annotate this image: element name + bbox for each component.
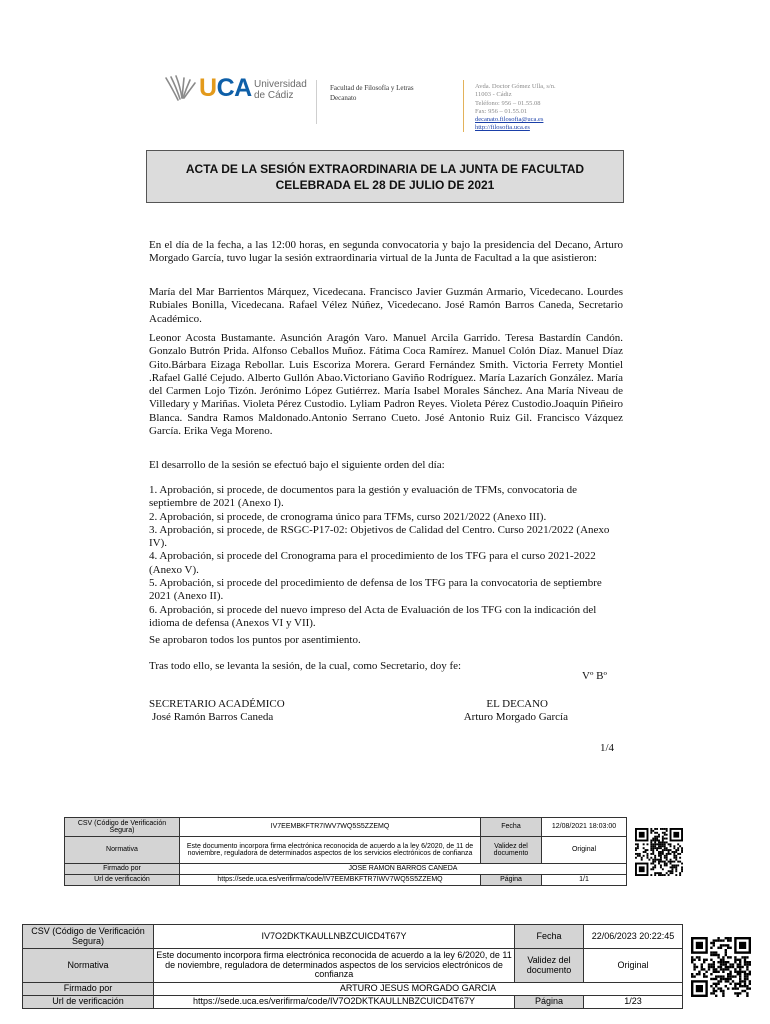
secretary-signature xyxy=(149,698,285,724)
intro-paragraph: En el día de la fecha, a las 12:00 horas, en segunda convocatoria y bajo la presidencia del Decano, Arturo Morgado García, tuvo lugar la sesión extraordinaria virtual de la Junta de Facultad a la que asistieron: xyxy=(149,239,623,265)
qr-cell xyxy=(627,818,686,886)
signed-label: Firmado por xyxy=(23,983,154,996)
email-link[interactable]: decanato.filosofia@uca.es xyxy=(475,116,544,124)
address-block xyxy=(475,83,556,133)
date-label: Fecha xyxy=(515,925,584,949)
verification-url-link[interactable]: https://sede.uca.es/verifirma/code/IV7O2DKTKAULLNBZCUICD4T67Y xyxy=(154,996,515,1009)
board-members-paragraph: María del Mar Barrientos Márquez, Vicedecana. Francisco Javier Guzmán Armario, Vicedecano. Lourdes Rubiales Bonilla, Vicedecana. Rafael Vélez Núñez, Vicedecano. José Ramón Barros Caneda, Secretario Académico. xyxy=(149,286,623,325)
agenda-item: 3. Aprobación, si procede, de RSGC-P17-02: Objetivos de Calidad del Centro. Curso 2021/2022 (Anexo IV). xyxy=(149,523,610,550)
title-line1: ACTA DE LA SESIÓN EXTRAORDINARIA DE LA JUNTA DE FACULTAD xyxy=(185,161,585,176)
page-value: 1/1 xyxy=(542,875,627,886)
faculty-info xyxy=(330,83,414,103)
secretary-name: José Ramón Barros Caneda xyxy=(152,711,274,723)
address-line: Avda. Doctor Gómez Ulla, s/n. xyxy=(475,83,556,90)
date-value: 12/08/2021 18:03:00 xyxy=(542,818,627,837)
qr-code-icon xyxy=(691,937,751,997)
verification-table-2 xyxy=(22,924,753,1009)
signed-value: ARTURO JESUS MORGADO GARCIA xyxy=(154,983,683,996)
page-number: 1/4 xyxy=(600,742,615,754)
signed-value: JOSE RAMON BARROS CANEDA xyxy=(180,864,627,875)
verification-url-link[interactable]: https://sede.uca.es/verifirma/code/IV7EEMBKFTR7IWV7WQ5S5ZZEMQ xyxy=(180,875,481,886)
agenda-intro: El desarrollo de la sesión se efectuó bajo el siguiente orden del día: xyxy=(149,459,445,471)
agenda-item: 6. Aprobación, si procede del nuevo impreso del Acta de Evaluación de los TFG con la indicación del idioma de defensa (Anexos VI y VII). xyxy=(149,603,597,629)
signed-label: Firmado por xyxy=(65,864,180,875)
header-divider xyxy=(463,80,464,132)
agenda-item: 2. Aprobación, si procede, de cronograma único para TFMs, curso 2021/2022 (Anexo III). xyxy=(149,510,547,523)
secretary-role: SECRETARIO ACADÉMICO xyxy=(149,698,285,710)
fax-line: Fax: 956 – 01.55.01 xyxy=(475,107,528,115)
dean-role: EL DECANO xyxy=(486,698,548,710)
logo-text: UCA xyxy=(199,74,252,102)
norm-label: Normativa xyxy=(23,949,154,983)
page-label: Página xyxy=(481,875,542,886)
phone-line: Teléfono: 956 – 01.55.08 xyxy=(475,99,541,107)
agenda-item: 5. Aprobación, si procede del procedimiento de defensa de los TFG para la convocatoria de septiembre 2021 (Anexo II). xyxy=(149,577,602,603)
address-line: 11003 - Cádiz xyxy=(475,91,512,99)
date-value: 22/06/2023 20:22:45 xyxy=(584,925,683,949)
uca-logo-icon xyxy=(162,74,198,102)
verification-table-1 xyxy=(64,817,685,886)
faculty-name: Facultad de Filosofía y Letras xyxy=(330,84,414,92)
validity-value: Original xyxy=(584,949,683,983)
header-divider xyxy=(316,80,317,124)
validity-label: Validez del documento xyxy=(515,949,584,983)
date-label: Fecha xyxy=(481,818,542,837)
agenda-item: 4. Aprobación, si procede del Cronograma para el procedimiento de los TFG para el curso 2021-2022 (Anexo V). xyxy=(149,550,596,576)
dean-name: Arturo Morgado García xyxy=(463,711,568,723)
agenda-list xyxy=(149,484,623,630)
attendees-paragraph: Leonor Acosta Bustamante. Asunción Aragón Varo. Manuel Arcila Garrido. Teresa Bastardín Candón. Gonzalo Butrón Prida. Alfonso Ceballos Muñoz. Fátima Coca Ramírez. Manuel Colón Díaz. Manuel Díaz Gito.Bárbara Eizaga Rebollar. Luis Escoriza Morera. Gerard Fernández Smith. Victoria Ferrety Montiel .Rafael Gallé Cejudo. Alberto Gullón Abao.Victoriano Gaviño Rodríguez. María Lazarích González. María del Carmen Lojo Tizón. Jerónimo López Gutiérrez. María Isabel Morales Sánchez. Ana María Niveau de Villedary y Mariñas. Violeta Pérez Custodio. Lyliam Padron Reyes. Violeta Pérez Custodio.Joaquín Piñeiro Blanca. Sandra Ramos Maldonado.Antonio Serrano Cueto. José Antonio Ruiz Gil. Francisco Vázquez García. Erika Vega Moreno. xyxy=(149,332,623,438)
document-title xyxy=(146,150,624,203)
approval-statement: Se aprobaron todos los puntos por asentimiento. xyxy=(149,634,361,646)
university-line1: Universidad xyxy=(254,79,307,90)
dean-signature xyxy=(456,698,568,724)
website-link[interactable]: http://filosofia.uca.es xyxy=(475,124,530,132)
url-label: Url de verificación xyxy=(23,996,154,1009)
norm-label: Normativa xyxy=(65,837,180,864)
title-line2: CELEBRADA EL 28 DE JULIO DE 2021 xyxy=(275,177,495,192)
university-line2: de Cádiz xyxy=(254,90,294,101)
validity-value: Original xyxy=(542,837,627,864)
csv-label: CSV (Código de Verificación Segura) xyxy=(65,818,180,837)
csv-value: IV7EEMBKFTR7IWV7WQ5S5ZZEMQ xyxy=(180,818,481,837)
csv-value: IV7O2DKTKAULLNBZCUICD4T67Y xyxy=(154,925,515,949)
vb-mark: Vº Bº xyxy=(582,670,607,682)
qr-cell xyxy=(683,925,754,1009)
university-name xyxy=(254,79,307,101)
faculty-office: Decanato xyxy=(330,94,357,102)
page-label: Página xyxy=(515,996,584,1009)
url-label: Url de verificación xyxy=(65,875,180,886)
page-value: 1/23 xyxy=(584,996,683,1009)
csv-label: CSV (Código de Verificación Segura) xyxy=(23,925,154,949)
agenda-item: 1. Aprobación, si procede, de documentos para la gestión y evaluación de TFMs, convocatoria de septiembre de 2021 (Anexo I). xyxy=(149,484,578,510)
norm-value: Este documento incorpora firma electrónica reconocida de acuerdo a la ley 6/2020, de 11 de noviembre, reguladora de determinados aspectos de los servicios electrónicos de confianza xyxy=(154,949,515,983)
validity-label: Validez del documento xyxy=(481,837,542,864)
closing-statement: Tras todo ello, se levanta la sesión, de la cual, como Secretario, doy fe: xyxy=(149,660,462,672)
norm-value: Este documento incorpora firma electrónica reconocida de acuerdo a la ley 6/2020, de 11 de noviembre, reguladora de determinados aspectos de los servicios electrónicos de confianza xyxy=(180,837,481,864)
qr-code-icon xyxy=(635,828,683,876)
